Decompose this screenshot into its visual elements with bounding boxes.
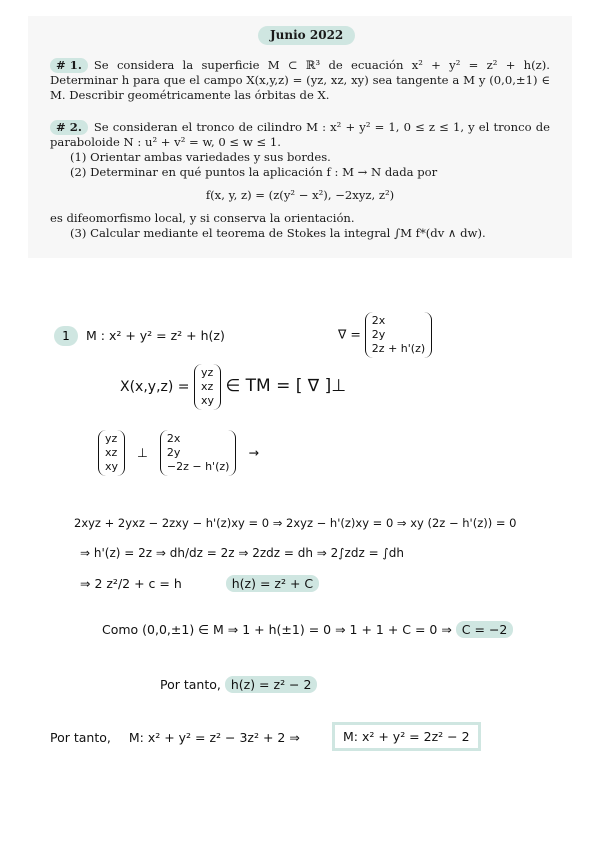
problem-2-formula: f(x, y, z) = (z(y² − x²), −2xyz, z²)	[205, 188, 395, 202]
derivation-line-c	[80, 576, 319, 591]
tangent-condition: ∈ TM = [ ∇ ]⊥	[225, 376, 347, 396]
constant-condition: Como (0,0,±1) ∈ M ⇒ 1 + h(±1) = 0 ⇒ 1 + 1 + C = 0 ⇒	[102, 622, 452, 637]
problem-1-number: # 1.	[50, 58, 88, 73]
h-final-result: h(z) = z² − 2	[225, 676, 318, 693]
perp-right-x: 2x	[166, 432, 181, 445]
final-label: Por tanto,	[50, 730, 111, 745]
derivation-line-d	[102, 622, 513, 637]
perp-right-y: 2y	[166, 446, 181, 459]
derivation-line-a: 2xyz + 2yxz − 2zxy − h'(z)xy = 0 ⇒ 2xyz − h'(z)xy = 0 ⇒ xy (2z − h'(z)) = 0	[74, 516, 517, 530]
perp-right-vector	[160, 430, 237, 476]
problem-1-text: Se considera la superficie M ⊂ ℝ³ de ecuación x² + y² = z² + h(z). Determinar h para que el campo X(x,y,z) = (yz, xz, xy) sea tangente a M y (0,0,±1) ∈ M. Describir geométricamente las órbitas de X.	[50, 58, 550, 102]
field-vector	[194, 364, 221, 410]
gradient-comp-z: 2z + h'(z)	[371, 342, 426, 355]
perp-right-z: −2z − h'(z)	[166, 460, 230, 473]
problem-2-item-3: (3) Calcular mediante el teorema de Stokes la integral ∫M f*(dv ∧ dw).	[70, 226, 486, 240]
perp-left-z: xy	[105, 460, 119, 473]
gradient-comp-y: 2y	[371, 328, 386, 341]
field-comp-x: yz	[200, 366, 214, 379]
integration-step: ⇒ 2 z²/2 + c = h	[80, 576, 182, 591]
arrow: →	[248, 444, 259, 460]
perp-symbol: ⊥	[137, 444, 148, 460]
gradient-comp-x: 2x	[371, 314, 386, 327]
perp-left-vector	[98, 430, 125, 476]
gradient-label: ∇ =	[338, 326, 361, 342]
final-boxed-result: M: x² + y² = 2z² − 2	[332, 722, 481, 751]
perpendicular-condition	[98, 430, 259, 476]
field-label: X(x,y,z) =	[120, 379, 190, 395]
problem-2-number: # 2.	[50, 120, 88, 135]
problem-2-item-2: (2) Determinar en qué puntos la aplicación f : M → N dada por	[70, 165, 438, 179]
problem-2-text: Se consideran el tronco de cilindro M : x² + y² = 1, 0 ≤ z ≤ 1, y el tronco de paraboloide N : u² + v² = w, 0 ≤ w ≤ 1.	[50, 120, 550, 149]
problem-2-after: es difeomorfismo local, y si conserva la orientación.	[50, 211, 355, 225]
problem-2	[50, 120, 550, 241]
solution-number-badge: 1	[54, 326, 78, 346]
conclusion-label: Por tanto,	[160, 677, 221, 692]
exam-title: Junio 2022	[258, 26, 355, 45]
constant-result: C = −2	[456, 621, 514, 638]
perp-left-y: xz	[105, 446, 118, 459]
h-general-result: h(z) = z² + C	[226, 575, 319, 592]
surface-equation: M : x² + y² = z² + h(z)	[86, 328, 225, 343]
gradient-vector	[365, 312, 432, 358]
gradient-expression	[338, 312, 432, 358]
field-comp-z: xy	[200, 394, 214, 407]
conclusion-line	[160, 677, 317, 692]
exam-statement	[28, 16, 572, 258]
problem-1	[50, 58, 550, 103]
problem-2-item-1: (1) Orientar ambas variedades y sus bordes.	[70, 150, 331, 164]
perp-left-x: yz	[105, 432, 118, 445]
final-substitution: M: x² + y² = z² − 3z² + 2 ⇒	[128, 730, 300, 745]
field-expression	[120, 364, 346, 410]
final-line	[50, 730, 300, 745]
field-comp-y: xz	[200, 380, 214, 393]
derivation-line-b: ⇒ h'(z) = 2z ⇒ dh/dz = 2z ⇒ 2zdz = dh ⇒ 2∫zdz = ∫dh	[80, 546, 404, 560]
